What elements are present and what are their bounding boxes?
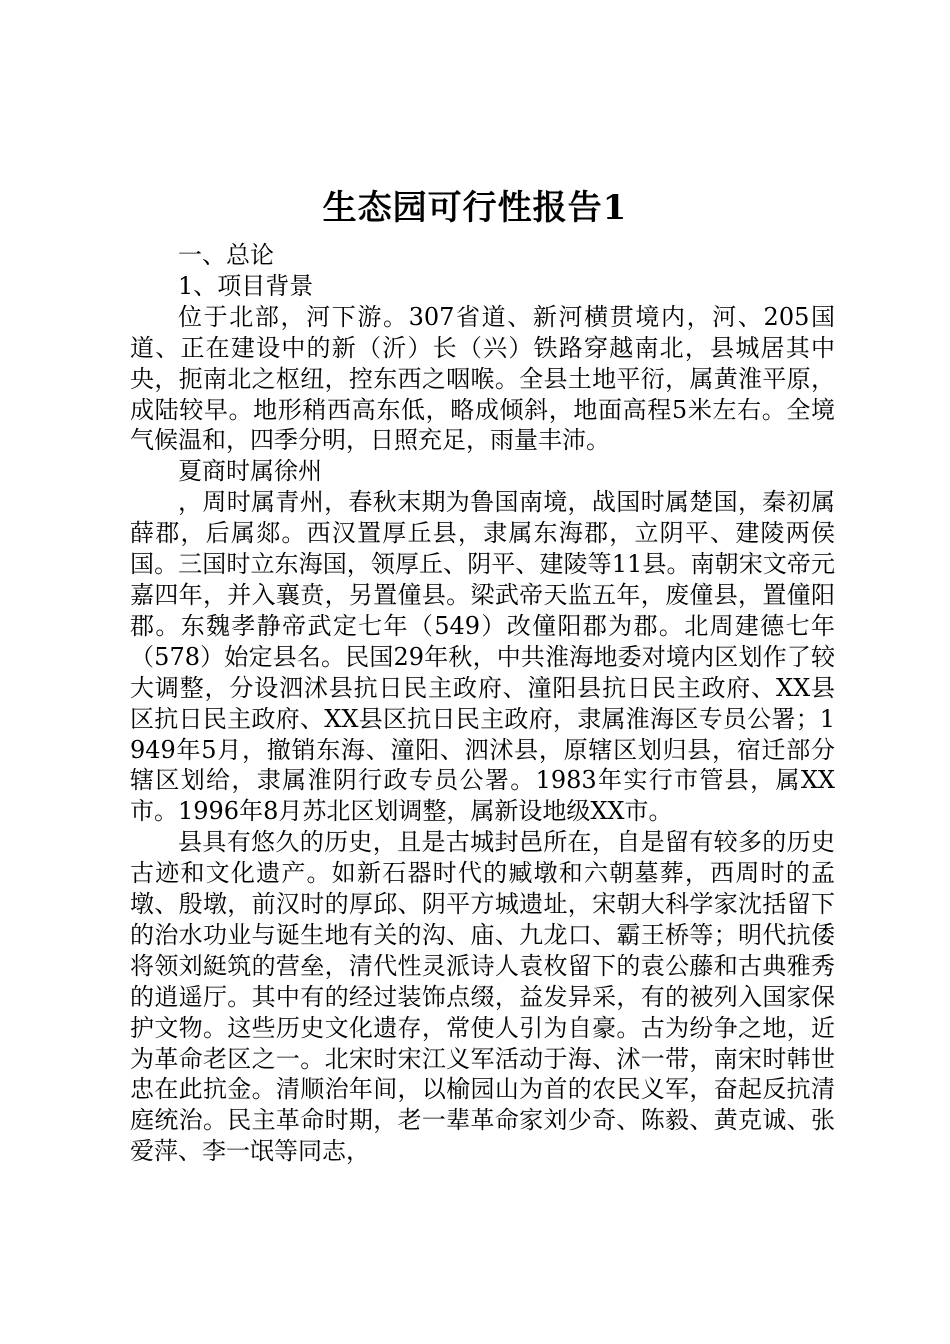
document-title: 生态园可行性报告1 (322, 188, 628, 228)
paragraph-heritage: 县具有悠久的历史，且是古城封邑所在，自是留有较多的历史古迹和文化遗产。如新石器时代的臧墩和六朝墓葬，西周时的孟墩、殷墩，前汉时的厚邱、阴平方城遗址，宋朝大科学家沈括留下的治水功业与诞生地有关的沟、庙、九龙口、霸王桥等；明代抗倭将领刘綎筑的营垒，清代性灵派诗人袁枚留下的袁公藤和古典雅秀的逍遥厅。其中有的经过装饰点缀，益发异采，有的被列入国家保护文物。这些历史文化遗存，常使人引为自豪。古为纷争之地，近为革命老区之一。北宋时宋江义军活动于海、沭一带，南宋时韩世忠在此抗金。清顺治年间，以榆园山为首的农民义军，奋起反抗清庭统治。民主革命时期，老一辈革命家刘少奇、陈毅、黄克诚、张爱萍、李一氓等同志， (130, 828, 835, 1166)
section-heading: 一、总论 (178, 241, 274, 269)
document-body (130, 240, 835, 1167)
paragraph-xia-shang: 夏商时属徐州 (178, 457, 322, 486)
paragraph-history: ，周时属青州，春秋末期为鲁国南境，战国时属楚国，秦初属薛郡，后属郯。西汉置厚丘县，隶属东海郡，立阴平、建陵两侯国。三国时立东海国，领厚丘、阴平、建陵等11县。南朝宋文帝元嘉四年，并入襄贲，另置僮县。梁武帝天监五年，废僮县，置僮阳郡。东魏孝静帝武定七年（549）改僮阳郡为郡。北周建德七年（578）始定县名。民国29年秋，中共淮海地委对境内区划作了较大调整，分设泗沭县抗日民主政府、潼阳县抗日民主政府、XX县区抗日民主政府、XX县区抗日民主政府，隶属淮海区专员公署；1949年5月，撤销东海、潼阳、泗沭县，原辖区划归县，宿迁部分辖区划给，隶属淮阴行政专员公署。1983年实行市管县，属XX市。1996年8月苏北区划调整，属新设地级XX市。 (130, 488, 835, 826)
paragraph-location: 位于北部，河下游。307省道、新河横贯境内，河、205国道、正在建设中的新（沂）长（兴）铁路穿越南北，县城居其中央，扼南北之枢纽，控东西之咽喉。全县土地平衍，属黄淮平原，成陆较早。地形稍西高东低，略成倾斜，地面高程5米左右。全境气候温和，四季分明，日照充足，雨量丰沛。 (130, 302, 835, 455)
subsection-heading: 1、项目背景 (178, 271, 314, 300)
